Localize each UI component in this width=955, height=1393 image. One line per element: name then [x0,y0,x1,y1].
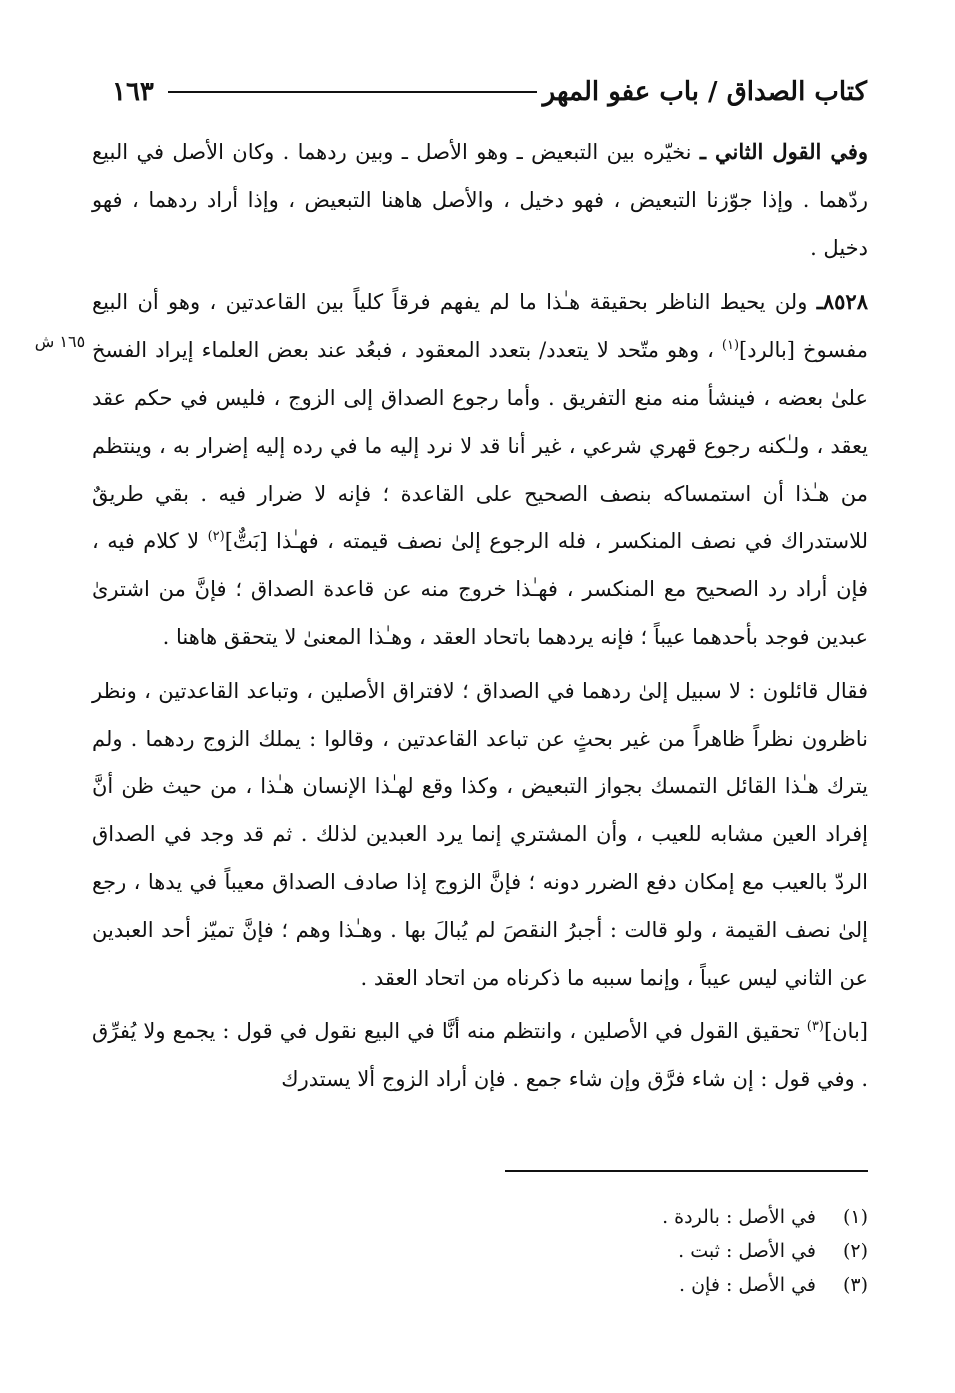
paragraph-1 [92,128,868,272]
footnote-3 [500,1268,868,1302]
paragraph-3 [92,668,868,1003]
footnotes [500,1200,868,1302]
footnote-ref-2: (٢) [207,529,225,545]
paragraph-lead: وفي القول الثاني ـ [699,139,868,164]
paragraph-text: تحقيق القول في الأصلين ، وانتظم منه أنَّا في البيع نقول في قول : يجمع ولا يُفرِّق . وفي قول : إن شاء فرَّق وإن شاء جمع . فإن أراد الزوج ألا يستدرك [92,1019,868,1092]
footnote-2 [500,1234,868,1268]
paragraph-text: ولن يحيط الناظر بحقيقة هـٰذا ما لم يفهم فرقاً كلياً بين القاعدتين ، وهو أن البيع مفسوخ [بالرد] [92,290,868,363]
header-rule [168,91,537,93]
footnote-number: (٢) [842,1240,868,1262]
paragraph-text: [بان] [823,1019,868,1044]
footnote-ref-3: (٣) [806,1019,824,1035]
margin-note: ١٦٥ ش [34,332,86,351]
header-title: كتاب الصداق / باب عفو المهر [542,77,867,107]
footnote-number: (٣) [842,1274,868,1296]
section-number: ٨٥٢٨ـ [816,289,868,315]
paragraph-text: نخيّره بين التبعيض ـ وهو الأصل ـ وبين ردهما . وكان الأصل في البيع ردّهما . وإذا جوّزنا التبعيض ، فهو دخيل ، والأصل هاهنا التبعيض ، وإذا أراد ردهما ، فهو دخيل . [92,140,868,260]
footnote-text: في الأصل : ثبت . [678,1240,816,1262]
footnote-1 [500,1200,868,1234]
paragraph-text: ، وهو متّحد لا يتعدد/ بتعدد المعقود ، فبعُد عند بعض العلماء إيراد الفسخ علىٰ بعضه ، فينشأ منه منع التفريق . وأما رجوع الصداق إلى الزوج ، فليس في حكم عقد يعقد ، ولـٰكنه رجوع قهري شرعي ، غير أنا قد لا نرد إليه ما في رده إليه إضرار به ، وينتظم من هـٰذا أن استمساكه بنصف الصحيح على القاعدة ؛ فإنه لا ضرار فيه . بقي طريقٌ للاستدراك في نصف المنكسر ، فله الرجوع إلىٰ نصف قيمته ، فهـٰذا [بَتٌّ] [92,338,868,554]
page-number: ١٦٣ [112,77,154,107]
running-header [112,70,867,114]
paragraph-2 [92,278,868,661]
footnote-text: في الأصل : بالردة . [662,1206,816,1228]
footnote-separator [505,1170,868,1172]
paragraph-text: لا كلام فيه ، فإن أراد رد الصحيح مع المنكسر ، فهـٰذا خروج منه عن قاعدة الصداق ؛ فإنَّ من اشترىٰ عبدين فوجد بأحدهما عيباً ؛ فإنه يردهما باتحاد العقد ، وهـٰذا المعنىٰ لا يتحقق هاهنا . [92,529,868,649]
footnote-text: في الأصل : فإن . [679,1274,816,1296]
footnote-number: (١) [842,1206,868,1228]
footnote-ref-1: (١) [721,338,740,354]
paragraph-4 [92,1008,868,1104]
main-text [92,128,868,1110]
paragraph-text: فقال قائلون : لا سبيل إلىٰ ردهما في الصداق ؛ لافتراق الأصلين ، وتباعد القاعدتين ، ونظر ناظرون نظراً ظاهراً من غير بحثٍ عن تباعد القاعدتين ، وقالوا : يملك الزوج ردهما . ولم يترك هـٰذا القائل التمسك بجواز التبعيض ، وكذا وقع لهـٰذا الإنسان هـٰذا ، من حيث ظن أنَّ إفراد العين مشابه للعيب ، وأن المشتري إنما يرد العبدين لذلك . ثم قد وجد في الصداق الردّ بالعيب مع إمكان دفع الضرر دونه ؛ فإنَّ الزوج إذا صادف الصداق معيباً في يدها ، رجع إلىٰ نصف القيمة ، ولو قالت : أجبرُ النقصَ لم يُبالَ بها . وهـٰذا وهم ؛ فإنَّ تميّز أحد العبدين عن الثاني ليس عيباً ، وإنما سببه ما ذكرناه من اتحاد العقد . [92,678,868,990]
